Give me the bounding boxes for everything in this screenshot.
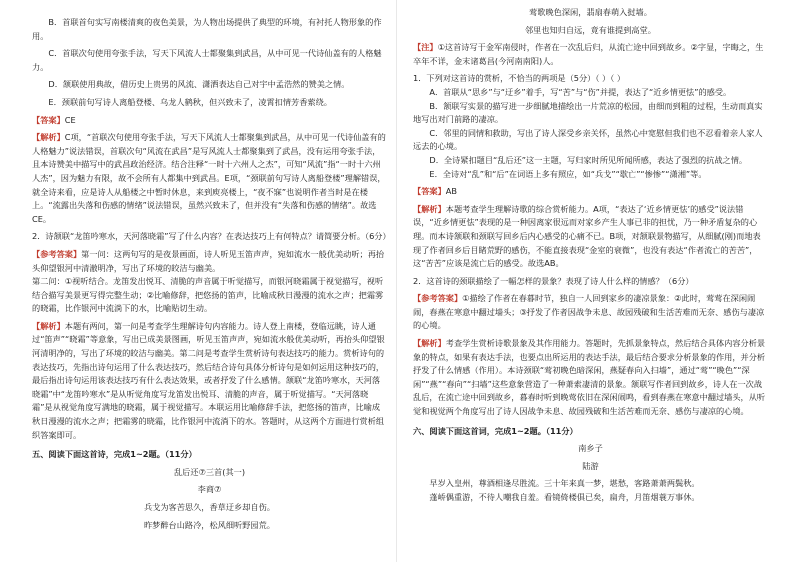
- reference-text: ①描绘了作者在春暮时节，独自一人回到家乡的凄凉景象：②此时，莺莺在深闲闹闹，春燕在寒意中翻过墙头；③抒发了作者因战争未息、故园残破和生活苦难而无奈、感伤与凄凉的心境。: [413, 293, 765, 331]
- answer-tag: 【答案】: [32, 114, 65, 125]
- explanation-1: [413, 203, 768, 271]
- right-column: [413, 6, 768, 505]
- section-5-heading: 五、阅读下面这首诗，完成1~2题。（11分）: [32, 449, 197, 460]
- left-column: [32, 16, 391, 532]
- answer-value: CE: [64, 114, 76, 125]
- option-d: D．全诗紧扣题目“乱后还”这一主题，写归家时所见所闻所感，表达了强烈的抗战之情。: [429, 154, 748, 165]
- reference-text-1: 第一问：这两句写的是夜景画面，诗人听见玉笛声声，宛如流水一般优美动听；再抬头仰望银河中清澈明净，写出了环境的皎洁与幽美。: [32, 248, 385, 273]
- option-e: E．颈联前句写诗人离船登楼、乌龙人鹤秋，但兴致未了，凌霄扣情芳香萦绕。: [48, 96, 332, 107]
- explanation-text: 考查学生赏析诗歌景象及其作用能力。答题时，先抓景象特点，然后结合具体内容分析景象的特点，如果有表达手法，也要点出所运用的表达手法，最后结合要求分析景象的作用，并分析抒发了什么情感（作用）。本诗颈联“莺初晚色暗深闲，燕疑春向入扫墙”，通过“莺”“晚色”“深闲”“燕”“春向”“扫墙”这些意象营造了一种萧索凄清的景象。颔联写作者回到故乡，诗人在一次战乱后，在流亡途中回到故乡，暮春时听到晚莺依旧在深闲闹鸣，看到春燕在寒意中翻过墙头，从听觉和视觉两个角度写出了诗人因战争未息、故园残破和生活苦难而无奈、感伤与凄凉的心境。: [413, 338, 766, 417]
- section-6-heading: 六、阅读下面这首词，完成1~2题。（11分）: [413, 425, 578, 436]
- poem-line-1: 兵戈为客苦思久，香草迂乡却自伤。: [143, 502, 275, 512]
- explanation-tag: 【解析】: [413, 203, 446, 214]
- reference-tag: 【参考答案】: [32, 248, 82, 259]
- explanation-text: 本题有两问，第一问是考查学生理解诗句内容能力。诗人登上南楼，登临远眺，诗人通过“笛声”“晓霜”等意象，写出已成美景图画，听见玉笛声声，宛如流水般优美动听，再抬头仰望银河清明净的，写出了环境的皎洁与幽美。第二问是考查学生赏析诗句表达技巧的能力。赏析诗句的表达技巧，先指出诗句运用了什么表达技巧，然后结合诗句具体分析诗句是如何运用这种技巧的，最后指出诗句运用该表达技巧有什么表达效果，或者抒发了什么感情。颔联“龙笛吟寒水，天河落晓霜”中“龙笛吟寒水”是从听觉角度写龙笛发出悦耳、清脆的声音，属于听觉描写。“天河落晓霜”是从视觉角度写满地的晓霜，属于视觉描写。本联运用比喻修辞手法，把悠扬的笛声，比喻成秋日漫漫的流水之声；把霜雾的晓霜，比作银河中流淌下的水。答题时，从这两个方面进行赏析组织答案即可。: [32, 320, 385, 440]
- answer-1: [32, 114, 387, 128]
- answer-value: AB: [445, 186, 457, 197]
- poem-line-3: 莺歌晚色深闲，翡扇春萌入挝墙。: [529, 7, 652, 17]
- ci-author: 陆游: [582, 460, 599, 471]
- explanation-1: [32, 131, 387, 226]
- explanation-2: [32, 320, 387, 442]
- poem-author: 李商⑦: [197, 484, 222, 495]
- note-text: ①这首诗写于金军南侵时，作者在一次乱后归，从流亡途中回到故乡。②字显，字晦之，生卒年不详，金末诸葛昌(今河南南阳)人。: [413, 42, 764, 66]
- poem-line-2: 昨梦醉台山路冷，松风细听野园荒。: [143, 519, 275, 530]
- ci-line-2: 蓬峤偶重游，不待人嘲我自羞。看镜倚楼俱已矣，扁舟，月笛烟蓑万事休。: [429, 492, 700, 502]
- explanation-tag: 【解析】: [413, 338, 446, 349]
- explanation-tag: 【解析】: [32, 320, 65, 331]
- reference-answer-2: 第二问：①视听结合。龙笛发出悦耳、清脆的声音属于听觉描写，而银河晓霜属于视觉描写，视听结合描写美景更写得完整生动；②比喻修辞，把悠扬的笛声，比喻成秋日漫漫的流水之声；把霜雾的晓霜，比作银河中流淌下的水，比喻贴切生动。: [32, 276, 384, 314]
- explanation-text: C项，“首联次句使用夸张手法，写天下风流人士都聚集到武昌，从中可见一代诗仙盖有的人格魅力”说法错误，首联次句“风流在武昌”是写风流人士都聚集到了武昌，没有运用夸张手法，且本诗赞美中描写中的武昌政治经济。结合注释“一时十六州人之杰”，可知“风流”指“一时十六州人杰”，因为魅力有限，故不会所有人都集中到武昌。E项，“颈联前句写诗人离船登楼”理解错误，就全诗来看，应是诗人从船楼之中暂时休息，来到庾亮楼上，“夜不寐”也说明作者当时是在楼上。“流露出失落和伤感的情绪”说法错误，虽然兴致未了，但并没有“失落和伤感的情绪”。故选CE。: [32, 132, 386, 224]
- ci-line-1: 早岁入皇州，尊酒相逢尽胜流。三十年来真一梦，堪愁，客路萧萧两鬓秋。: [429, 478, 700, 489]
- reference-answer: [413, 292, 768, 333]
- option-c: C．邻里的同情和救助，写出了诗人深受乡亲关怀，虽然心中宽慰但我们也不忍看着亲人家人远去的心境。: [413, 127, 763, 152]
- poem-line-4: 邻里也知归自远，竟有谁提到高堂。: [524, 24, 656, 35]
- question-2: 2．诗颔联“龙笛吟寒水，天河落晓霜”写了什么内容？在表达技巧上有何特点？请简要分析。（6分）: [32, 231, 391, 242]
- question-2: 2．这首诗的颈联描绘了一幅怎样的景象？表现了诗人什么样的情感？（6分）: [413, 275, 694, 286]
- reference-answer: [32, 248, 387, 275]
- reference-tag: 【参考答案】: [413, 293, 463, 304]
- explanation-2: [413, 337, 768, 419]
- option-d: D．颔联使用典故，借历史上贵男的风流、潇洒表达自己对宇中孟浩然的赞美之情。: [48, 79, 350, 90]
- option-a: A．首联从“思乡”与“迂乡”着手，写“苦”与“伤”并提，表达了“近乡情更怯”的感受。: [429, 86, 732, 97]
- poem-title: 乱后还⑦三首(其一): [173, 466, 246, 477]
- answer-tag: 【答案】: [413, 186, 446, 197]
- option-e: E．全诗对“乱”和“后”在词语上多有照应，如“兵戈”“歇亡”“惨惨”“潇湘”等。: [429, 168, 707, 179]
- note: [413, 41, 768, 68]
- option-b: B．颔联写实景的描写进一步细腻地描绘出一片荒凉的松园，由细而到粗的过程，生动而真实地写出对门前路的凄凉。: [413, 100, 763, 125]
- explanation-text: 本题考查学生理解诗歌的综合赏析能力。A项，“表达了‘近乡情更怯’的感受”说法错误，“近乡情更怯”表现的是一种因离家很远而对家乡产生人事已非的担忧，乃一种矛盾复杂的心理。而本诗颔联和颈联写回乡后内心感受的心痛不已。B项，对颔联景物描写，从细腻(刚)而地表现了作者回乡后目睹荒野的感伤，不能直接表现“金室的衰微”，也没有表达“作者流亡的苦苦”，这“苦苦”应该是流亡后的感受。故选AB。: [413, 203, 761, 269]
- question-1: 1．下列对这首诗的赏析，不恰当的两项是（5分）（ ）（ ）: [413, 73, 626, 84]
- note-tag: 【注】: [413, 42, 438, 53]
- ci-title: 南乡子: [578, 443, 603, 454]
- option-c: C．首联次句使用夸张手法，写天下风流人士都聚集到武昌，从中可见一代诗仙盖有的人格魅力。: [32, 48, 382, 72]
- option-b: B．首联首句实写南楼清爽的夜色美景，为人物出场提供了典型的环境，有衬托人物形象的作用。: [32, 17, 382, 41]
- answer: [413, 185, 768, 199]
- column-divider: [396, 0, 397, 562]
- explanation-tag: 【解析】: [32, 132, 65, 143]
